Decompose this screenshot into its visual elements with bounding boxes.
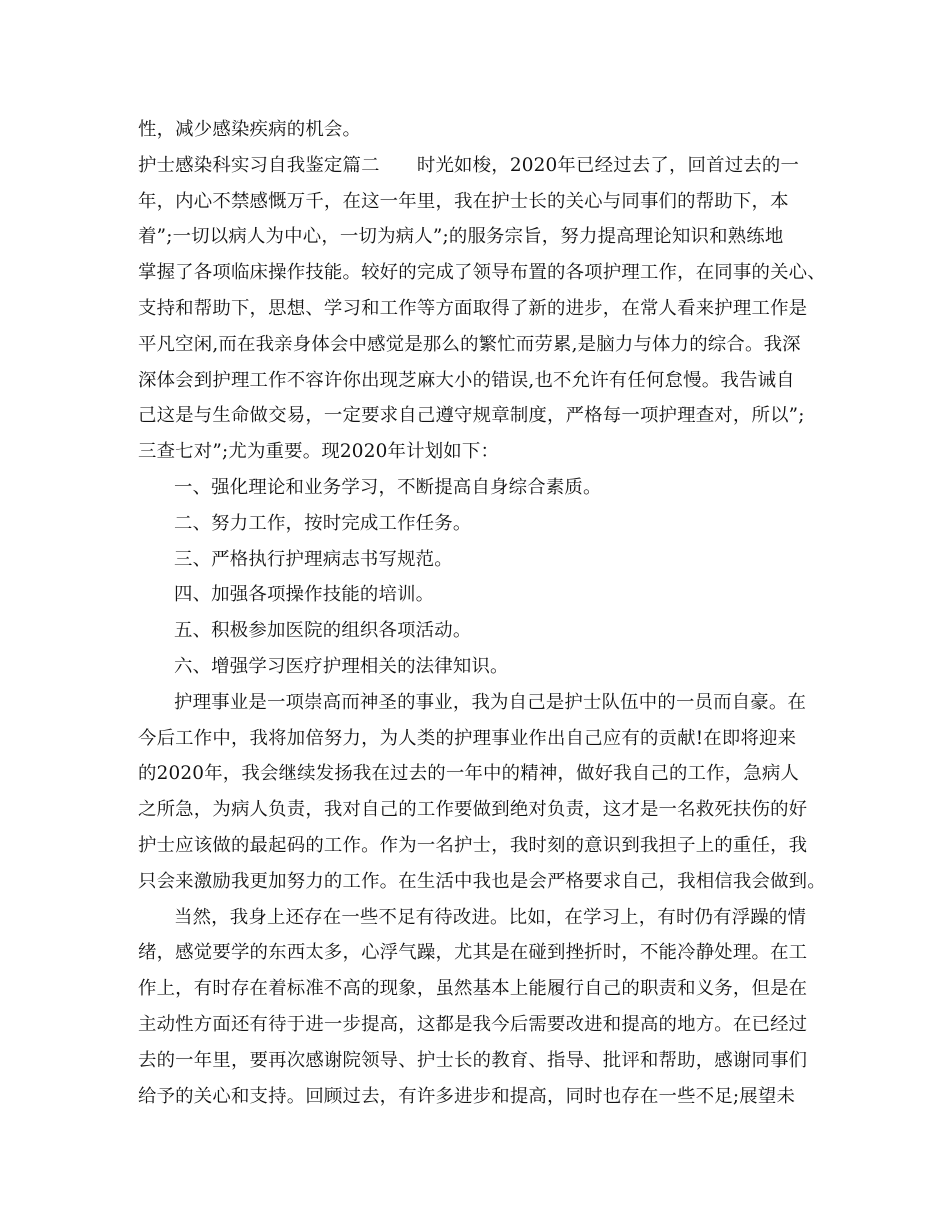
text-line: 去的一年里，要再次感谢院领导、护士长的教育、指导、批评和帮助，感谢同事们: [138, 1049, 808, 1071]
text-line: 深体会到护理工作不容许你出现芝麻大小的错误,也不允许有任何怠慢。我告诫自: [138, 369, 795, 391]
text-line: 己这是与生命做交易，一定要求自己遵守规章制度，严格每一项护理查对，所以”;: [138, 405, 805, 427]
plan-item-6: 六、增强学习医疗护理相关的法律知识。: [174, 655, 509, 677]
text-line: 的2020年，我会继续发扬我在过去的一年中的精神，做好我自己的工作，急病人: [138, 763, 800, 785]
text-line: 护士感染科实习自我鉴定篇二 时光如梭，2020年已经过去了，回首过去的一: [138, 154, 800, 176]
plan-item-2: 二、努力工作，按时完成工作任务。: [174, 512, 472, 534]
document-body: [138, 112, 828, 1114]
plan-item-5: 五、积极参加医院的组织各项活动。: [174, 620, 472, 642]
text-line: 支持和帮助下，思想、学习和工作等方面取得了新的进步，在常人看来护理工作是: [138, 297, 808, 319]
paragraph-start: 当然，我身上还存在一些不足有待改进。比如，在学习上，有时仍有浮躁的情: [174, 906, 807, 928]
text-line: 之所急，为病人负责，我对自己的工作要做到绝对负责，这才是一名救死扶伤的好: [138, 799, 808, 821]
text-line: 作上，有时存在着标准不高的现象，虽然基本上能履行自己的职责和义务，但是在: [138, 978, 808, 1000]
text-line: 性，减少感染疾病的机会。: [138, 119, 362, 140]
text-line: 主动性方面还有待于进一步提高，这都是我今后需要改进和提高的地方。在已经过: [138, 1013, 808, 1035]
text-line: 只会来激励我更加努力的工作。在生活中我也是会严格要求自己，我相信我会做到。: [138, 870, 826, 892]
plan-item-3: 三、严格执行护理病志书写规范。: [174, 548, 453, 570]
text-line: 平凡空闲,而在我亲身体会中感觉是那么的繁忙而劳累,是脑力与体力的综合。我深: [138, 333, 801, 355]
text-line: 绪，感觉要学的东西太多，心浮气躁，尤其是在碰到挫折时，不能冷静处理。在工: [138, 942, 808, 964]
text-line: 给予的关心和支持。回顾过去，有许多进步和提高，同时也存在一些不足;展望未: [138, 1085, 796, 1107]
text-line: 今后工作中，我将加倍努力，为人类的护理事业作出自己应有的贡献!在即将迎来: [138, 727, 797, 749]
text-line: 着”;一切以病人为中心，一切为病人”;的服务宗旨，努力提高理论知识和熟练地: [138, 226, 784, 248]
text-line: 护士应该做的最起码的工作。作为一名护士，我时刻的意识到我担子上的重任，我: [138, 834, 808, 856]
plan-item-4: 四、加强各项操作技能的培训。: [174, 584, 435, 606]
text-line: 三查七对”;尤为重要。现2020年计划如下：: [138, 441, 500, 463]
text-line: 年，内心不禁感慨万千，在这一年里，我在护士长的关心与同事们的帮助下，本: [138, 190, 789, 212]
plan-item-1: 一、强化理论和业务学习，不断提高自身综合素质。: [174, 476, 602, 498]
paragraph-start: 护理事业是一项崇高而神圣的事业，我为自己是护士队伍中的一员而自豪。在: [174, 691, 807, 713]
text-line: 掌握了各项临床操作技能。较好的完成了领导布置的各项护理工作，在同事的关心、: [138, 262, 826, 284]
